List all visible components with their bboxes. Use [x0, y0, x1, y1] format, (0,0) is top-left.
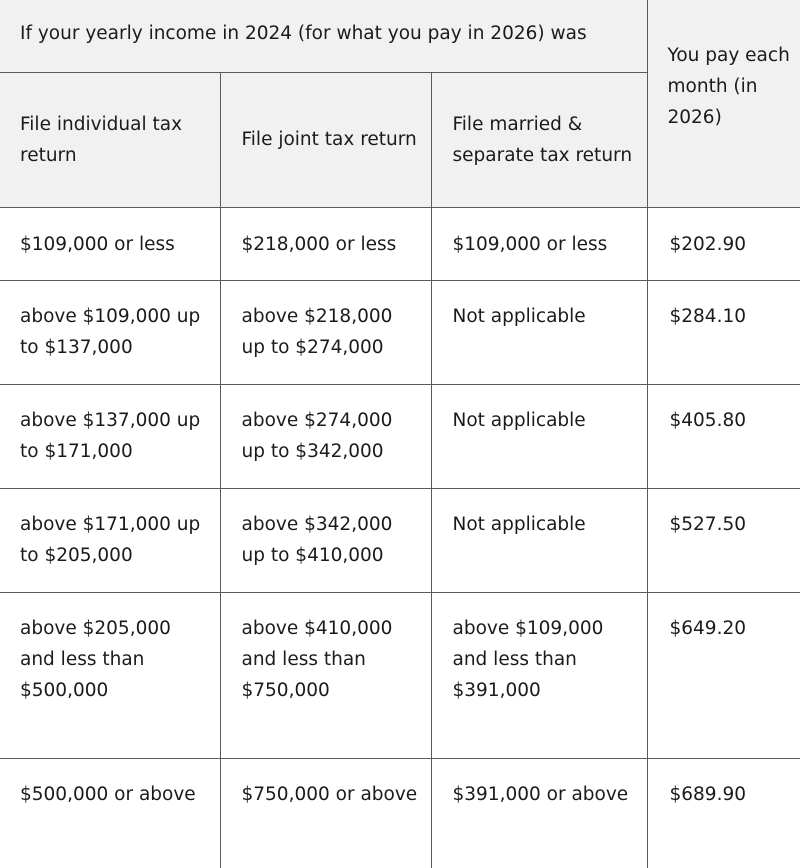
cell-joint: $218,000 or less [220, 207, 431, 280]
cell-individual: above $137,000 up to $171,000 [0, 384, 220, 488]
cell-monthly: $527.50 [647, 488, 800, 592]
header-row [0, 0, 800, 72]
table-row [0, 592, 800, 758]
table-row [0, 280, 800, 384]
cell-separate: Not applicable [431, 488, 647, 592]
cell-individual: above $109,000 up to $137,000 [0, 280, 220, 384]
cell-separate: above $109,000 and less than $391,000 [431, 592, 647, 758]
cell-joint: $750,000 or above [220, 758, 431, 868]
cell-individual: above $171,000 up to $205,000 [0, 488, 220, 592]
cell-monthly: $649.20 [647, 592, 800, 758]
cell-monthly: $405.80 [647, 384, 800, 488]
cell-monthly: $284.10 [647, 280, 800, 384]
cell-separate: $109,000 or less [431, 207, 647, 280]
cell-joint: above $218,000 up to $274,000 [220, 280, 431, 384]
income-heading-text: If your yearly income in 2024 (for what you pay in 2026) was [20, 23, 587, 44]
cell-monthly: $202.90 [647, 207, 800, 280]
cell-joint: above $274,000 up to $342,000 [220, 384, 431, 488]
cell-individual: $500,000 or above [0, 758, 220, 868]
cell-separate: Not applicable [431, 384, 647, 488]
cell-separate: $391,000 or above [431, 758, 647, 868]
cell-joint: above $410,000 and less than $750,000 [220, 592, 431, 758]
pay-heading-text: You pay each month (in 2026) [667, 45, 790, 128]
income-group-heading [0, 0, 647, 72]
column-header-individual: File individual tax return [0, 72, 220, 207]
table-row [0, 384, 800, 488]
monthly-payment-heading [647, 0, 800, 207]
table-row [0, 488, 800, 592]
table-body [0, 207, 800, 868]
cell-separate: Not applicable [431, 280, 647, 384]
cell-joint: above $342,000 up to $410,000 [220, 488, 431, 592]
table-row [0, 758, 800, 868]
cell-individual: above $205,000 and less than $500,000 [0, 592, 220, 758]
column-header-joint: File joint tax return [220, 72, 431, 207]
table-header [0, 0, 800, 207]
cell-monthly: $689.90 [647, 758, 800, 868]
column-header-separate: File married & separate tax return [431, 72, 647, 207]
cell-individual: $109,000 or less [0, 207, 220, 280]
table-row [0, 207, 800, 280]
